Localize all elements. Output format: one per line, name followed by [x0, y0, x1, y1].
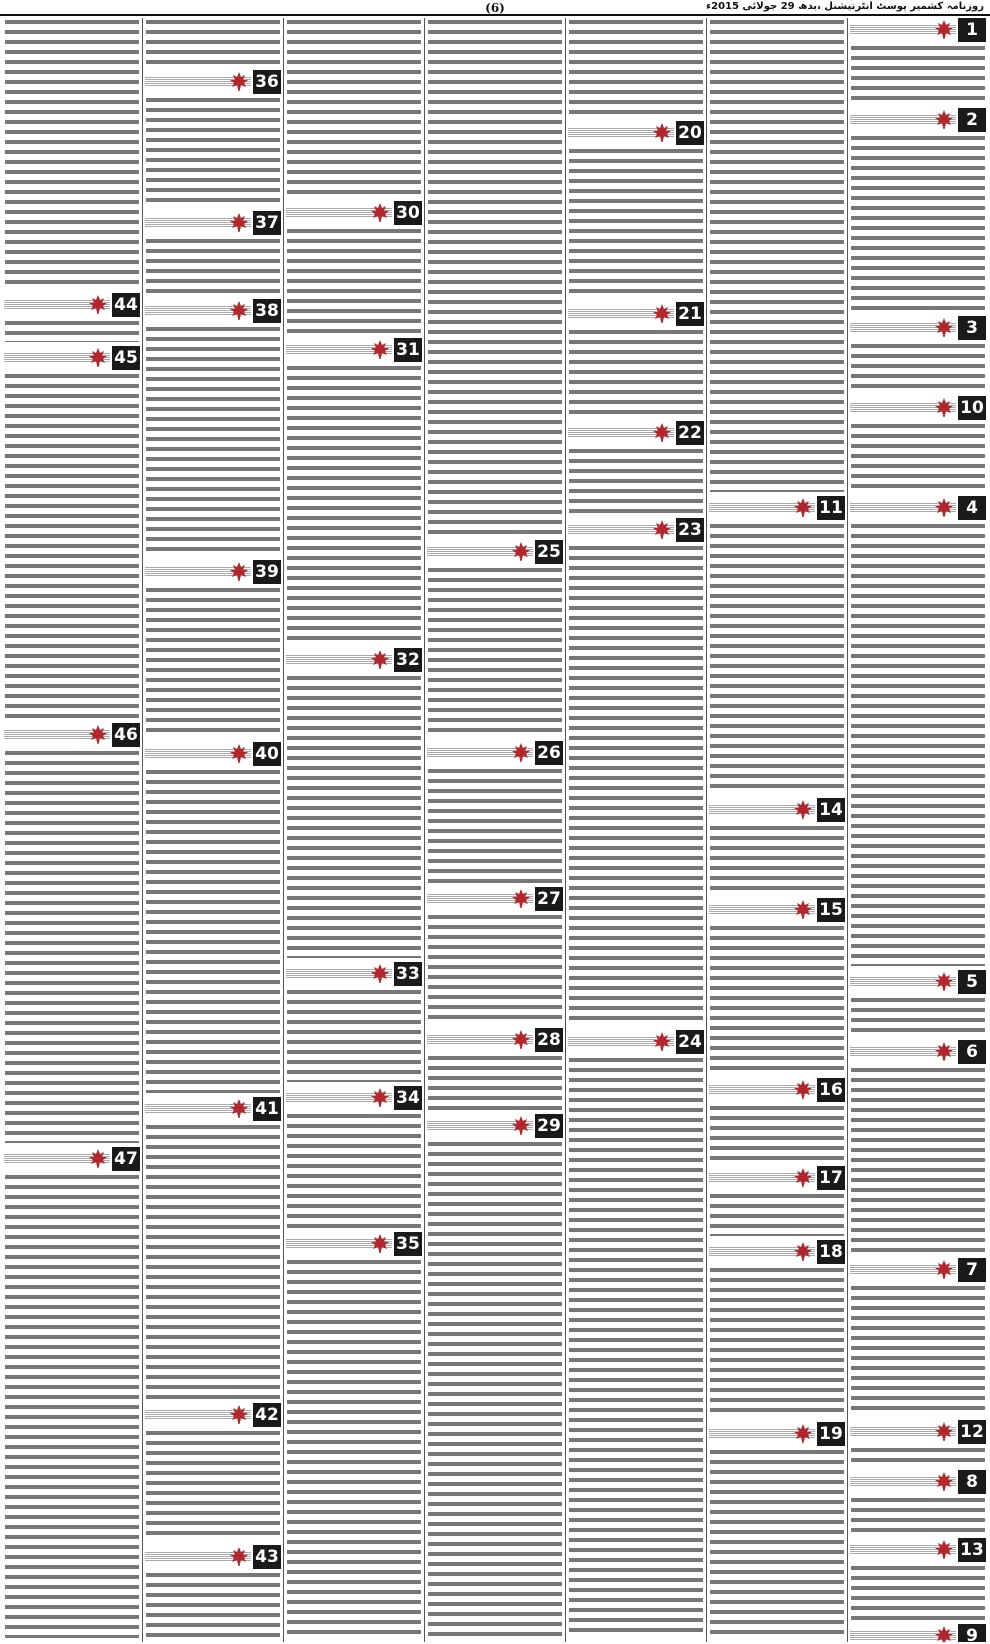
item-number: 19: [817, 1422, 845, 1446]
item-header: [286, 1232, 422, 1256]
article-text: [710, 1266, 844, 1418]
item-number: 39: [253, 560, 281, 584]
item-header: [850, 1624, 986, 1642]
item-header: [850, 1420, 986, 1444]
article-text: [851, 1446, 985, 1466]
maple-leaf-icon: [791, 798, 815, 822]
item-number: 16: [817, 1078, 845, 1102]
item-header: [709, 1240, 845, 1264]
article-text: [287, 988, 421, 1082]
article-text: [146, 1123, 280, 1399]
item-header: [709, 1422, 845, 1446]
maple-leaf-icon: [227, 560, 251, 584]
item-number: 25: [535, 540, 563, 564]
item-number: 1: [958, 18, 986, 42]
maple-leaf-icon: [791, 496, 815, 520]
article-text: [428, 1054, 562, 1110]
item-header: [286, 1086, 422, 1110]
item-header: [286, 962, 422, 986]
maple-leaf-icon: [932, 1420, 956, 1444]
item-header: [709, 798, 845, 822]
article-text: [851, 44, 985, 104]
item-number: 28: [535, 1028, 563, 1052]
item-number: 34: [394, 1086, 422, 1110]
article-text: [146, 768, 280, 1093]
article-text: [5, 1173, 139, 1638]
maple-leaf-icon: [650, 421, 674, 445]
maple-leaf-icon: [791, 1422, 815, 1446]
item-header: [4, 293, 140, 317]
item-header: [850, 108, 986, 132]
maple-leaf-icon: [650, 302, 674, 326]
item-number: 22: [676, 421, 704, 445]
column-5: [283, 18, 424, 1642]
article-text: [287, 1112, 421, 1228]
article-text: [428, 913, 562, 1024]
article-text: [851, 1496, 985, 1534]
item-number: 10: [958, 396, 986, 420]
maple-leaf-icon: [791, 1240, 815, 1264]
item-header: [709, 898, 845, 922]
item-header: [286, 201, 422, 225]
article-text: [428, 566, 562, 737]
article-text: [146, 237, 280, 295]
item-header: [145, 1545, 281, 1569]
item-header: [427, 741, 563, 765]
maple-leaf-icon: [509, 887, 533, 911]
item-number: 35: [394, 1232, 422, 1256]
article-text: [710, 824, 844, 894]
item-header: [4, 723, 140, 747]
maple-leaf-icon: [227, 299, 251, 323]
column-2: [706, 18, 847, 1642]
item-number: 2: [958, 108, 986, 132]
article-text: [428, 767, 562, 883]
maple-leaf-icon: [368, 1086, 392, 1110]
item-header: [4, 346, 140, 370]
item-number: 6: [958, 1040, 986, 1064]
item-header: [568, 302, 704, 326]
item-header: [286, 648, 422, 672]
article-text: [710, 1192, 844, 1236]
maple-leaf-icon: [932, 1040, 956, 1064]
item-number: 9: [958, 1624, 986, 1642]
item-number: 12: [958, 1420, 986, 1444]
article-text: [851, 996, 985, 1036]
item-number: 20: [676, 121, 704, 145]
item-header: [568, 421, 704, 445]
maple-leaf-icon: [650, 1030, 674, 1054]
item-number: 47: [112, 1147, 140, 1171]
maple-leaf-icon: [509, 540, 533, 564]
maple-leaf-icon: [227, 70, 251, 94]
item-header: [145, 560, 281, 584]
article-text: [5, 372, 139, 719]
item-number: 14: [817, 798, 845, 822]
column-7: [2, 18, 142, 1642]
item-header: [709, 496, 845, 520]
maple-leaf-icon: [932, 496, 956, 520]
item-number: 42: [253, 1403, 281, 1427]
item-number: 17: [817, 1166, 845, 1190]
item-number: 7: [958, 1258, 986, 1282]
item-number: 41: [253, 1097, 281, 1121]
item-number: 46: [112, 723, 140, 747]
item-header: [568, 518, 704, 542]
item-number: 18: [817, 1240, 845, 1264]
article-text: [287, 227, 421, 334]
article-text: [5, 18, 139, 289]
item-header: [427, 1114, 563, 1138]
maple-leaf-icon: [368, 1232, 392, 1256]
maple-leaf-icon: [368, 962, 392, 986]
maple-leaf-icon: [368, 338, 392, 362]
article-text: [287, 674, 421, 958]
item-number: 5: [958, 970, 986, 994]
item-header: [709, 1078, 845, 1102]
item-number: 21: [676, 302, 704, 326]
article-text: [710, 1448, 844, 1638]
item-number: 45: [112, 346, 140, 370]
maple-leaf-icon: [509, 1028, 533, 1052]
item-number: 33: [394, 962, 422, 986]
item-header: [850, 970, 986, 994]
item-header: [145, 742, 281, 766]
maple-leaf-icon: [932, 1470, 956, 1494]
item-number: 30: [394, 201, 422, 225]
maple-leaf-icon: [791, 1166, 815, 1190]
maple-leaf-icon: [509, 741, 533, 765]
maple-leaf-icon: [932, 18, 956, 42]
item-header: [286, 338, 422, 362]
newspaper-columns: [2, 18, 988, 1642]
item-header: [850, 1040, 986, 1064]
maple-leaf-icon: [86, 1147, 110, 1171]
maple-leaf-icon: [86, 346, 110, 370]
maple-leaf-icon: [368, 648, 392, 672]
maple-leaf-icon: [650, 518, 674, 542]
maple-leaf-icon: [932, 1624, 956, 1642]
item-number: 13: [958, 1538, 986, 1562]
article-text: [287, 364, 421, 644]
article-text: [146, 586, 280, 738]
maple-leaf-icon: [650, 121, 674, 145]
column-1: [847, 18, 988, 1642]
article-text: [851, 1284, 985, 1416]
item-number: 29: [535, 1114, 563, 1138]
item-number: 31: [394, 338, 422, 362]
article-text: [710, 522, 844, 794]
article-text: [146, 1571, 280, 1638]
item-header: [568, 1030, 704, 1054]
item-header: [145, 1403, 281, 1427]
item-number: 44: [112, 293, 140, 317]
item-number: 24: [676, 1030, 704, 1054]
article-text: [710, 1104, 844, 1162]
item-header: [4, 1147, 140, 1171]
item-number: 27: [535, 887, 563, 911]
maple-leaf-icon: [86, 723, 110, 747]
item-number: 37: [253, 211, 281, 235]
item-header: [427, 540, 563, 564]
article-text: [851, 522, 985, 966]
article-text: [146, 1429, 280, 1541]
item-header: [850, 316, 986, 340]
item-header: [709, 1166, 845, 1190]
paper-dateline: روزنامہ کشمیر پوسٹ انٹرنیشنل ،بدھ 29 جولائی 2015ء: [705, 1, 984, 12]
column-6: [142, 18, 283, 1642]
item-header: [145, 299, 281, 323]
item-number: 26: [535, 741, 563, 765]
article-text: [146, 96, 280, 207]
article-text: [851, 1066, 985, 1254]
article-text: [851, 422, 985, 492]
item-number: 23: [676, 518, 704, 542]
column-4: [424, 18, 565, 1642]
article-text: [287, 18, 421, 197]
item-header: [568, 121, 704, 145]
article-text: [851, 1564, 985, 1620]
item-number: 4: [958, 496, 986, 520]
maple-leaf-icon: [932, 1258, 956, 1282]
article-text: [5, 749, 139, 1143]
item-header: [145, 1097, 281, 1121]
article-text: [569, 447, 703, 514]
maple-leaf-icon: [932, 970, 956, 994]
maple-leaf-icon: [932, 396, 956, 420]
page-number: (6): [485, 1, 505, 15]
article-text: [569, 147, 703, 298]
item-header: [850, 18, 986, 42]
item-number: 36: [253, 70, 281, 94]
item-header: [427, 887, 563, 911]
article-text: [146, 18, 280, 66]
article-text: [569, 1056, 703, 1638]
maple-leaf-icon: [227, 1403, 251, 1427]
maple-leaf-icon: [227, 211, 251, 235]
item-header: [850, 1258, 986, 1282]
article-text: [569, 544, 703, 1026]
maple-leaf-icon: [86, 293, 110, 317]
maple-leaf-icon: [932, 108, 956, 132]
maple-leaf-icon: [791, 898, 815, 922]
article-text: [287, 1258, 421, 1638]
item-header: [850, 396, 986, 420]
item-header: [850, 1538, 986, 1562]
item-number: 8: [958, 1470, 986, 1494]
maple-leaf-icon: [932, 1538, 956, 1562]
maple-leaf-icon: [368, 201, 392, 225]
item-number: 40: [253, 742, 281, 766]
maple-leaf-icon: [932, 316, 956, 340]
item-number: 38: [253, 299, 281, 323]
maple-leaf-icon: [227, 1097, 251, 1121]
item-number: 3: [958, 316, 986, 340]
column-3: [565, 18, 706, 1642]
article-text: [569, 18, 703, 117]
article-text: [428, 1140, 562, 1638]
article-text: [5, 319, 139, 342]
item-header: [145, 211, 281, 235]
article-text: [851, 342, 985, 392]
maple-leaf-icon: [509, 1114, 533, 1138]
item-number: 43: [253, 1545, 281, 1569]
item-header: [427, 1028, 563, 1052]
article-text: [710, 924, 844, 1074]
article-text: [146, 325, 280, 556]
item-header: [145, 70, 281, 94]
item-header: [850, 1470, 986, 1494]
item-header: [850, 496, 986, 520]
maple-leaf-icon: [227, 1545, 251, 1569]
article-text: [569, 328, 703, 417]
maple-leaf-icon: [791, 1078, 815, 1102]
article-text: [851, 134, 985, 312]
item-number: 11: [817, 496, 845, 520]
article-text: [428, 18, 562, 536]
article-text: [710, 18, 844, 492]
item-number: 15: [817, 898, 845, 922]
maple-leaf-icon: [227, 742, 251, 766]
item-number: 32: [394, 648, 422, 672]
masthead: [0, 0, 990, 16]
